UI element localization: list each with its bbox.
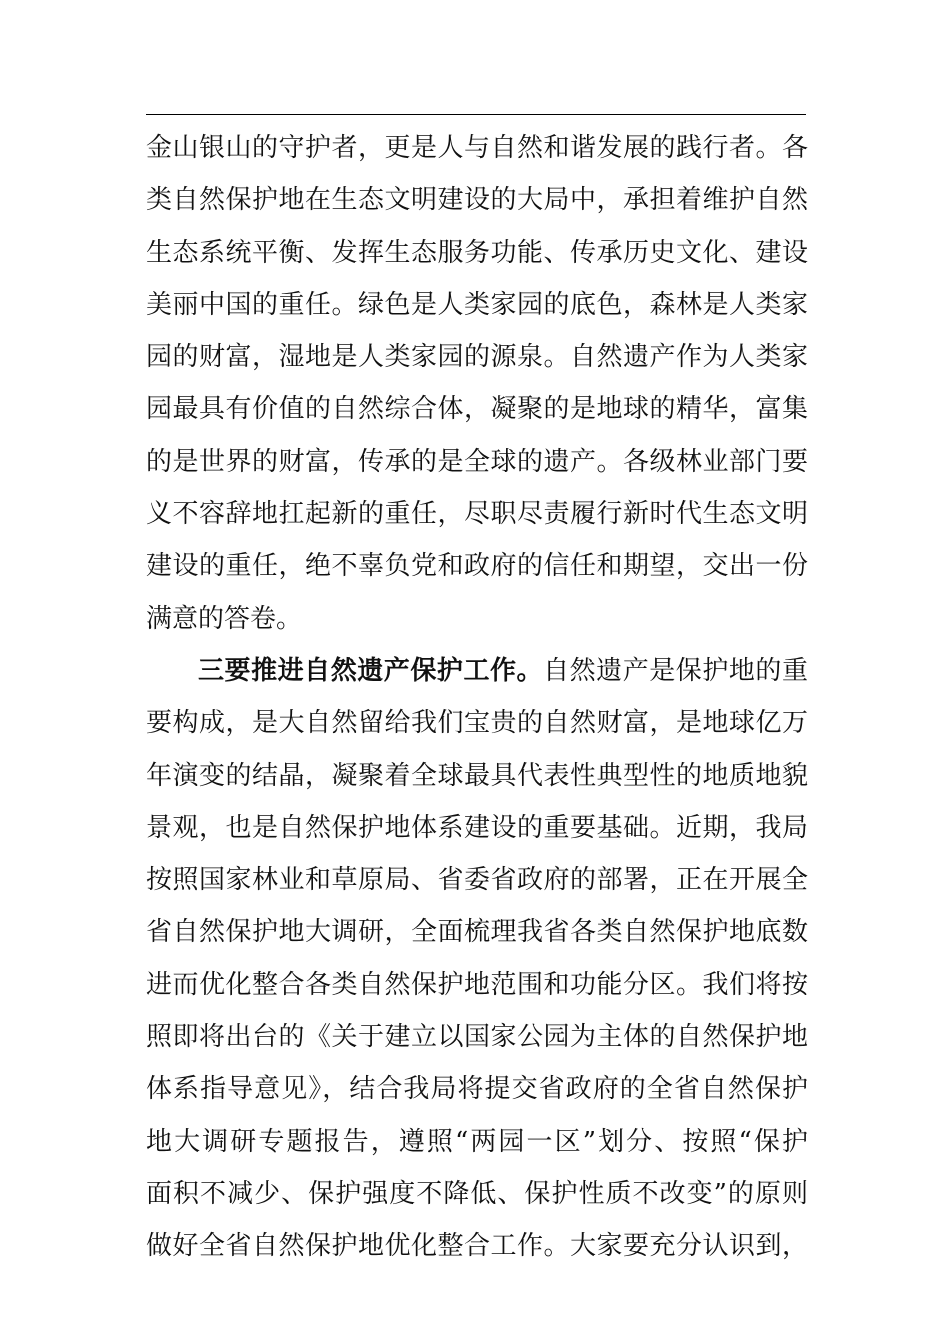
text-line: 的是世界的财富，传承的是全球的遗产。各级林业部门要 <box>146 446 808 477</box>
text-line: 年演变的结晶，凝聚着全球最具代表性典型性的地质地貌 <box>146 760 808 791</box>
text-line: 义不容辞地扛起新的重任，尽职尽责履行新时代生态文明 <box>146 499 808 530</box>
text-line: 美丽中国的重任。绿色是人类家园的底色，森林是人类家 <box>146 289 808 320</box>
header-rule <box>146 114 806 115</box>
text-line: 照即将出台的《关于建立以国家公园为主体的自然保护地 <box>146 1022 808 1053</box>
text-line: 生态系统平衡、发挥生态服务功能、传承历史文化、建设 <box>146 237 808 268</box>
paragraph-first-line <box>146 645 808 697</box>
text-line: 满意的答卷。 <box>146 603 303 634</box>
text-line: 地大调研专题报告，遵照“两园一区”划分、按照“保护 <box>146 1126 808 1157</box>
text-line: 金山银山的守护者，更是人与自然和谐发展的践行者。各 <box>146 133 808 163</box>
document-body <box>146 122 808 1273</box>
text-line: 面积不减少、保护强度不降低、保护性质不改变”的原则 <box>146 1178 808 1209</box>
text-line: 园最具有价值的自然综合体，凝聚的是地球的精华，富集 <box>146 394 808 425</box>
text-line: 园的财富，湿地是人类家园的源泉。自然遗产作为人类家 <box>146 342 808 373</box>
text-line: 建设的重任，绝不辜负党和政府的信任和期望，交出一份 <box>146 551 808 582</box>
text-line: 景观，也是自然保护地体系建设的重要基础。近期，我局 <box>146 812 808 843</box>
text-line: 省自然保护地大调研，全面梳理我省各类自然保护地底数 <box>146 917 808 948</box>
text-line: 进而优化整合各类自然保护地范围和功能分区。我们将按 <box>146 969 808 1000</box>
text-line: 做好全省自然保护地优化整合工作。大家要充分认识到， <box>146 1231 808 1262</box>
paragraph-lead-text: 自然遗产是保护地的重 <box>543 655 808 686</box>
text-line: 类自然保护地在生态文明建设的大局中，承担着维护自然 <box>146 185 808 216</box>
text-line: 按照国家林业和草原局、省委省政府的部署，正在开展全 <box>146 865 808 896</box>
paragraph-continuation <box>146 122 808 645</box>
paragraph-heading: 三要推进自然遗产保护工作。 <box>198 655 544 686</box>
text-line: 体系指导意见》，结合我局将提交省政府的全省自然保护 <box>146 1074 808 1105</box>
paragraph-heritage <box>146 645 808 1273</box>
text-line: 要构成，是大自然留给我们宝贵的自然财富，是地球亿万 <box>146 708 808 739</box>
